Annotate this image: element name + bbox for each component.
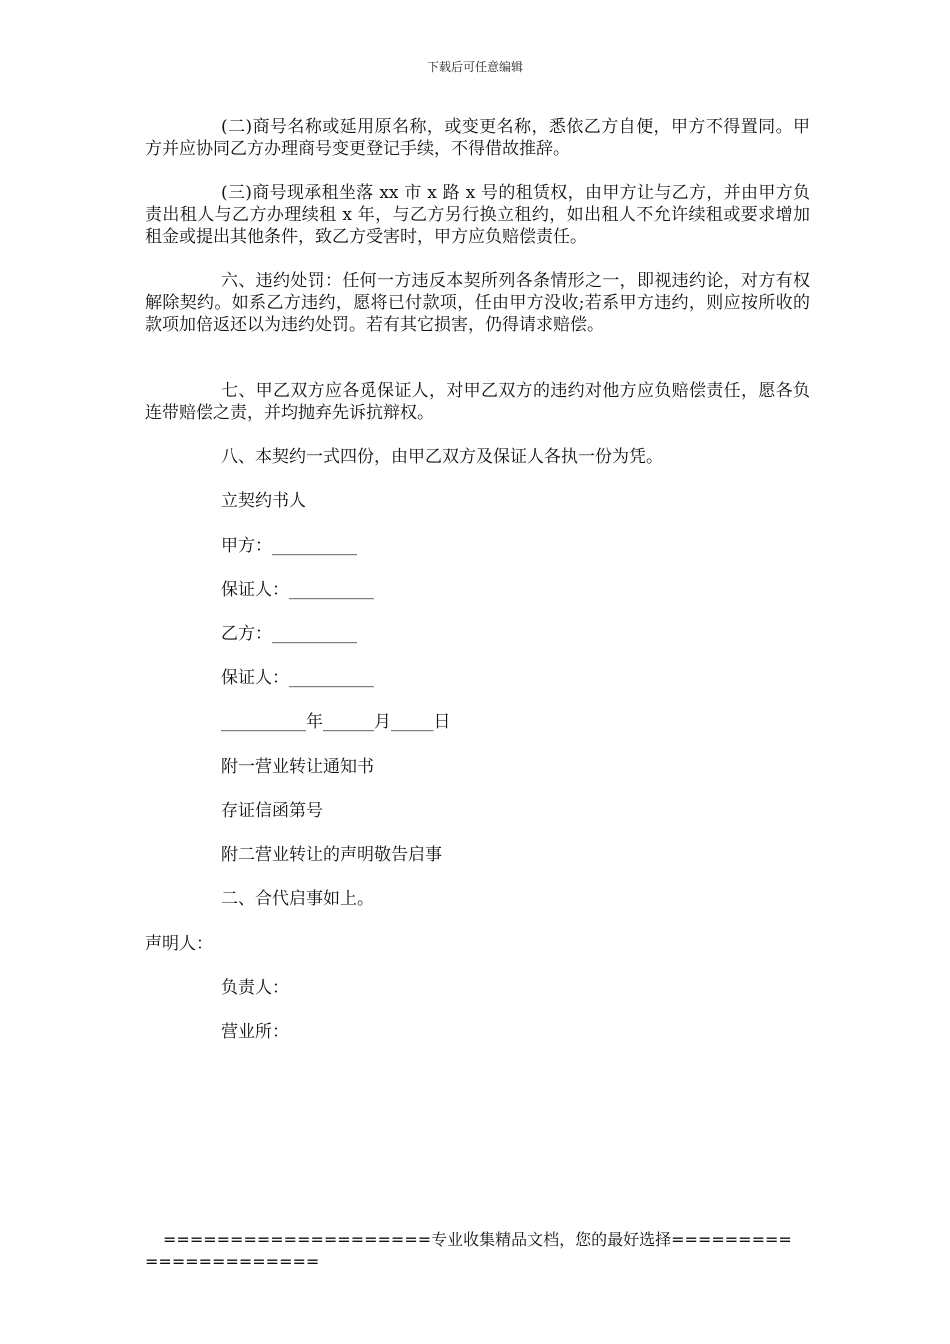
- footer-text: ====================专业收集精品文档，您的最好选择======================: [145, 1230, 792, 1271]
- party-b-field: 乙方：__________: [221, 624, 357, 644]
- attachment-2-title: 附二营业转让的声明敬告启事: [221, 845, 442, 865]
- breach-penalty-paragraph: 六、违约处罚：任何一方违反本契所列各条情形之一，即视违约论，对方有权解除契约。如系乙方违约，愿将已付款项，任由甲方没收;若系甲方违约，则应按所收的款项加倍返还以为违约处罚。若有其它损害，仍得请求赔偿。: [145, 271, 810, 335]
- responsible-person-label: 负责人：: [221, 978, 289, 998]
- copies-clause: 八、本契约一式四份，由甲乙双方及保证人各执一份为凭。: [221, 447, 663, 467]
- guarantor-a-field: 保证人：__________: [221, 580, 374, 600]
- clause-paragraph-2: (二)商号名称或延用原名称，或变更名称，悉依乙方自便，甲方不得置同。甲方并应协同乙方办理商号变更登记手续，不得借故推辞。: [145, 117, 810, 159]
- page-footer: [145, 1229, 805, 1273]
- guarantor-paragraph: 七、甲乙双方应各觅保证人，对甲乙双方的违约对他方应负赔偿责任，愿各负连带赔偿之责，并均抛弃先诉抗辩权。: [145, 381, 810, 423]
- date-field: __________年______月_____日: [221, 712, 451, 732]
- certified-letter-line: 存证信函第号: [221, 801, 323, 821]
- clause-paragraph-3: (三)商号现承租坐落 xx 市 x 路 x 号的租赁权，由甲方让与乙方，并由甲方负责出租人与乙方办理续租 x 年，与乙方另行换立租约，如出租人不允许续租或要求增加租金或提出其他条件，致乙方受害时，甲方应负赔偿责任。: [145, 183, 810, 247]
- page-header: 下载后可任意编辑: [426, 60, 523, 74]
- signatories-heading: 立契约书人: [221, 491, 306, 511]
- guarantor-b-field: 保证人：__________: [221, 668, 374, 688]
- declarant-label: 声明人：: [145, 934, 213, 954]
- party-a-field: 甲方：__________: [221, 536, 357, 556]
- attachment-1-title: 附一营业转让通知书: [221, 757, 374, 777]
- business-office-label: 营业所：: [221, 1022, 289, 1042]
- notice-line: 二、合代启事如上。: [221, 889, 374, 909]
